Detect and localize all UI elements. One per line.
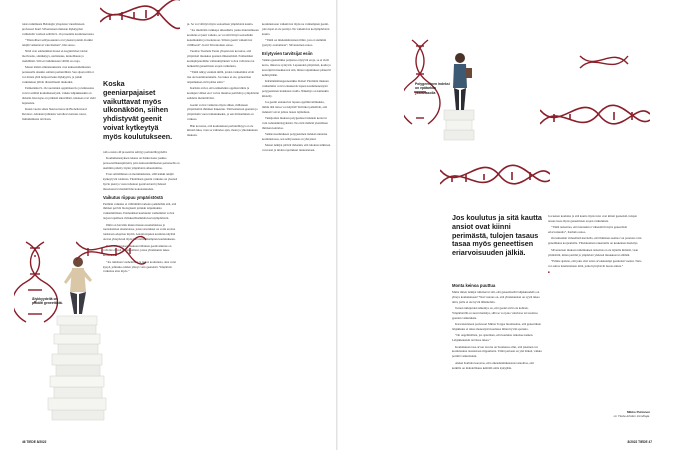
pull-quote: Koska geeniarpajaiset vaikuttavat myös ulkonäköön, siihen yhdistyvät geenit voivat kytkeytyä myös koulutukseen. (103, 79, 173, 141)
illustration-caption: Polygeeninen indeksi on epätarkka yksilötasolla (415, 82, 450, 95)
paragraph: Jos kenen koulutus ja sitä kautta myös tulot ovat kiinni geeneistä, tulojen tasaus tasaa myös geneettisten erojen vaikutuksia. (548, 214, 638, 223)
paragraph: Karhula arvioi, että esimerkiksi oppilasvalinta ja koulujen väliset erot voivat muuttaa perimän ja ympäristön suhdetta merkittävästi. (187, 86, 260, 101)
paragraph: Jos geenit ennakoivat lapsen oppimisvalmiuksia, mihin tätä tietoa voi käyttää? Kriitikot pelkäävät, että indeksit voivat johtaa lasten lajitteluun. (262, 99, 327, 114)
paragraph: Kuten vuotta sitten Neuroscience & Biobehavioral Reviews -lehdessä julkaistu vertaileva katsaus totesi, lisätutkimusta tarvitaan. (22, 107, 87, 122)
paragraph: Hän korostaa, että koulutuksen perinnöllisyys ei ole kiinteä luku, vaan se vaihtelee ajan, maan ja yhteiskunnan mukaan. (187, 123, 258, 138)
left-col-3 (187, 22, 259, 140)
paragraph: Alekei Karhula korostaa, että oikeudenmukaisuus tarkoittaa, että kaikilla on mahdollisuus kehittää omia kykyjään. (452, 360, 534, 370)
paragraph: Tutkijoiden mukaan polygeeniset indeksit kertovat vain todennäköisyyksistä. Ne eivät määrää yksittäisen ihmisen kohtaloa. (262, 115, 328, 130)
dna-strand-icon (100, 0, 180, 60)
subheading: Monta keinoa puuttua (452, 283, 496, 288)
subheading: Vaikutus riippuu ympäristöstä (103, 194, 163, 200)
paragraph: Kärkitutkimusgeeneetikko Robert Plominin mukaan vanhemmat voivat ennakoida lapsen koulumenestystä polygeenisten indeksien avulla. Näkemys on kuitenkin kiistelty. (262, 78, 329, 98)
paragraph: ”On ongelmallista, jos ajatellaan, että koulutus ratkaisee kaiken. Lahjakkuuskin tarvitsee tukea.” (452, 333, 534, 343)
paragraph: Kasvatustieteen professori Minna Torppa huomauttaa, että geneettinen lahjakkuus ei takaa menestystä koulussa ilman hyvää opetusta. (452, 322, 541, 332)
paragraph: ”Emme ajattele, että joku olisi toista arvokkaampi geeniensä vuoksi. Tieto voi auttaa tunnistamaan niitä, jotka hyötyisivät tuesta eniten.” (548, 258, 642, 268)
paragraph: Silventoisen mukaan tutkimuksen tarkoitus ei ole lajitella ihmisiä, vaan ymmärtää, miten perimä ja ympäristö yhdessä muokkaavat elämää. (548, 247, 639, 257)
paragraph: ”Tämä näkyy etenkin niillä, joiden vanhemmat eivät itse ole kouluttautuneita. Jos tukea ei ole, geneettiset taipumukset eivät pääse esiin.” (187, 70, 255, 85)
page-footer-right (628, 440, 652, 444)
page-number: 8/2022 TIEDE 47 (627, 440, 652, 444)
subheading: Eriytyvien tarvitsijat esiin (262, 50, 313, 56)
paragraph: rolla eroista 40 prosenttia selittyy perinnöllisyydellä. (103, 149, 168, 154)
page-number: 46 TIEDE 8/2022 (22, 440, 47, 444)
paragraph: ”Tilastolliset selitysosuudet ovat yleensä pieniä. Kaikki tekijät vaikuttavat vain hieman”, hän sanoo. (22, 38, 93, 48)
paragraph: Perimän vaikutus ei välttämättä tarkoita pelkästään sitä, että ihmiset perivät biologisesti joitakin taipumuksia vanhemmiltaan. Esimerkiksi koulutetut vanhemmat voivat tarjota lapsilleen virikkeellisemmän kasvuympäristön. (103, 201, 177, 221)
pull-quote: Jos koulutus ja sitä kautta ansiot ovat kiinni perimästä, tulojen tasaus tasaa myös geneettisen eriarvoisuuden jälkiä. (452, 213, 542, 258)
paragraph: Koulumenestyksen takana on lisäksi koko joukko persoonallisuuspiirteitä, joita kaksostutkimusten perusteella on aiemmin pidetty täysin ympäristön aiheuttamina. (103, 155, 180, 170)
paragraph: Mutta miten tutkijat tulkitsevat sitä, että geneettisellä lahjakkuudella on yhteys koulutukseen? Yksi vastaus on, että yhteiskunnan on syytä tukea niitä, joilla ei ole hyviä lähtökohtia. (452, 289, 540, 304)
paragraph: Monet tutkijat pitävät tärkeänä, että tuloksia tulkitaan varovasti ja niiden rajoitukset tunnustetaan. (262, 143, 331, 153)
left-col-1 (22, 22, 96, 124)
paragraph: On kuitenkin virheellistä kuvitella, että ihmisten asemaa voi parantaa vain genetiikkaa korjaamalla. Yhteiskunnan rakenteilla on keskeinen merkitys. (548, 236, 642, 246)
paragraph: Karri Silventoisen mukaan tällainen geenivaikutus on vahvinta niissä ympäristöissä, joissa yhteiskunta tukee koulutusta. (103, 243, 172, 258)
paragraph: Niitä ovat esimerkiksi monet ei-kognitiiviset taidot: motivaatio, sinnikkyys, uteliaisuus, tunnollisuus ja itsehillintä. Silti eri tutkimusten välillä on eroja. (22, 49, 89, 64)
paragraph: ”Tämä on mielenkiintoinen ilmiö, jota ei aiemmin pystytty erottamaan”, Silventoinen sanoo. (262, 38, 327, 48)
paragraph: Tuomas Tuomela Turun yliopistosta korostaa, että ympäristö muokkaa geenien ilmenemistä. Esimerkiksi koulujärjestelmän valintakäytännöt voivat vahvistaa tai heikentää geneettisten erojen vaikutusta. (187, 49, 255, 69)
paragraph: Vaikka koulutuksen polygeeninen indeksi ennustaa koulutustasoa, sen selitysosuus on yhä pieni. (262, 132, 328, 141)
right-col-1 (452, 283, 542, 372)
paragraph: pi. Se voi välittyä myös sosiaalisen ympäristön kautta. (187, 22, 254, 26)
paragraph: Ilmiö on havaittu muun muassa suomalaisissa ja ruotsalaisissa aineistoissa, joissa sisarukset on voitu erottaa toisistaan adoption myötä. Adoptiolapsien koulutus näyttää olevan yhteydessä myös kasvattivanhempien koulutukseen. (103, 222, 176, 242)
author-role: on Tiede-lehden toimittaja. (613, 414, 650, 419)
book-stack (444, 110, 474, 140)
dna-strand-icon (440, 150, 550, 210)
paragraph: Geenit voivat vaikuttaa myös siihen, millaiseen ympäristöön ihminen hakeutuu. Tätä kutsutaan geenien ja ympäristön vuorovaikutukseksi, ja sen mittaaminen on vaikeaa. (187, 102, 258, 122)
paragraph: ”Jos tutkitaan vanhemman ja lasten koulutusta, aina voisi kysyä, johtuuko niiden yhteys vain geeneistä. Ympäristö vaikuttaa aina myös.” (103, 259, 176, 274)
paragraph: Esimerkiksi 9–16-vuotiaiden oppimisen ilo ja kiinnostus voivat selittää koulumenestystä, vaikka lahjakkuuskin on tärkeää. Kun kyse on pitkästä aikavälistä, tulokset ovat vielä hajanaisia. (22, 86, 96, 106)
page-footer-left (22, 440, 46, 444)
right-col-2 (548, 214, 644, 275)
left-col-4 (262, 22, 332, 154)
end-mark: ■ (548, 270, 550, 275)
author-credit (590, 410, 650, 418)
paragraph: Eron selittäminen on monimutkaista, sillä kaikki tekijät kytkeytyvät toisiinsa. Yksittäisen geenin vaikutus on yleensä hyvin pieni ja vasta tuhannet geenivariantit yhdessä muodostavat merkittävän kokonaisuuden. (103, 171, 178, 191)
paragraph: koulutustason vaikuttavat myös ne vanhempien geenit, joita lapsi ei ole perinyt. Ne vaikuttavat kotiympäristön kautta. (262, 22, 330, 36)
dna-strand-icon (540, 50, 650, 140)
paragraph: ”Jos mietitään vaikkapa ulkonäköä, jonka muuttamiseen koulutus ei juuri vaikuta, se voi silti liittyä sosiaalisiin kokemuksiin ja itsetuntoon. Silloin geenit vaikuttavat välillisesti”, Karri Silventoinen sanoo. (187, 28, 259, 48)
paragraph: toista tutkimusta Helsingin yliopiston väestötieteen professori Karri Silventoinen mukaan älykkyyden vaihtelulla voidaan selittää 9–16 prosenttia koulutuseroista. (22, 22, 95, 36)
page-gutter (336, 0, 338, 450)
dna-strand-icon (76, 236, 146, 276)
paragraph: Koulutuksen tasa-arvon tavoite on Suomessa ollut, että jokainen voi kouluttautua taustastaan riippumatta. Tämä periaate on yhä tärkeä, vaikka perimä vaikuttaakin. (452, 344, 542, 359)
paragraph: ”Tämä tarkoittaa, että tulonsiirrot vähentävät myös geneettistä eriarvoisuutta”, Karhula sanoo. (548, 225, 627, 235)
paragraph: Toinen tutkijoiden näkemys on, että geenit eivät ole kohtalo. Ympäristöllä on suuri merkitys, sillä se voi joko vahvistaa tai tasoittaa geenien vaikutuksia. (452, 306, 538, 320)
paragraph: Monet näistä ominaisuuksista ovat kaksostutkimusten perusteella ainakin osittain perinnöllisiä. Sen sijaan niitä ei voi mitata yhtä helposti kuin älykkyyttä, ja jotkin vaikutukset jäävät tilastollisesti niukoiksi. (22, 65, 94, 85)
author-name: Mikko Puttonen (626, 410, 650, 414)
illustration-caption: Älykkyydellä on pitkälti geneettistä. (32, 297, 63, 306)
paragraph: Vaikka geenetiikka paljastaa eriytyviä eroja, se ei vielä kerro, miksi ne syntyvät. Lapsuuden ympäristö, koulu ja kaveripiiri muokkaavat sitä, miten taipumukset pääsevät kehittymään. (262, 57, 331, 77)
